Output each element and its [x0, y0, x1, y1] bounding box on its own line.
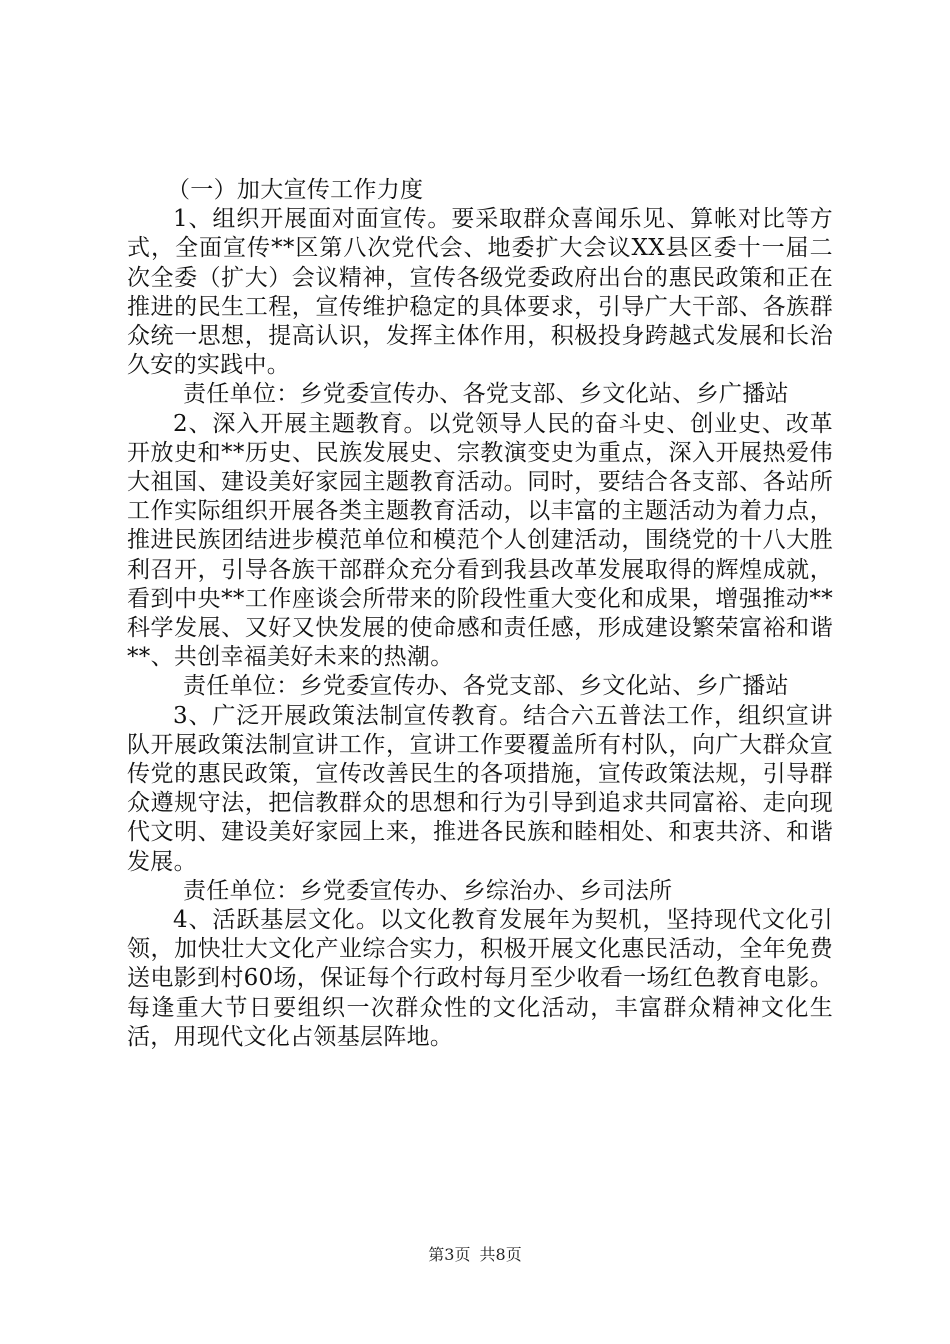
- page-total: 共8页: [479, 1245, 522, 1264]
- page-footer: [0, 1242, 950, 1265]
- responsible-units-1: 责任单位：乡党委宣传办、各党支部、乡文化站、乡广播站: [183, 381, 789, 408]
- paragraph-1: 1、组织开展面对面宣传。要采取群众喜闻乐见、算帐对比等方式，全面宣传**区第八次党代会、地委扩大会议XX县区委十一届二次全委（扩大）会议精神，宣传各级党委政府出台的惠民政策和正在推进的民生工程，宣传维护稳定的具体要求，引导广大干部、各族群众统一思想，提高认识，发挥主体作用，积极投身跨越式发展和长治久安的实践中。: [127, 206, 833, 379]
- paragraph-4: 4、活跃基层文化。以文化教育发展年为契机，坚持现代文化引领，加快壮大文化产业综合实力，积极开展文化惠民活动，全年免费送电影到村60场，保证每个行政村每月至少收看一场红色教育电影。每逢重大节日要组织一次群众性的文化活动，丰富群众精神文化生活，用现代文化占领基层阵地。: [127, 907, 833, 1050]
- responsible-units-2: 责任单位：乡党委宣传办、各党支部、乡文化站、乡广播站: [183, 673, 789, 700]
- paragraph-3: 3、广泛开展政策法制宣传教育。结合六五普法工作，组织宣讲队开展政策法制宣讲工作，宣讲工作要覆盖所有村队，向广大群众宣传党的惠民政策，宣传改善民生的各项措施，宣传政策法规，引导群众遵规守法，把信教群众的思想和行为引导到追求共同富裕、走向现代文明、建设美好家园上来，推进各民族和睦相处、和衷共济、和谐发展。: [127, 702, 833, 875]
- section-title: （一）加大宣传工作力度: [167, 177, 424, 203]
- document-body: [127, 176, 833, 1052]
- responsible-units-3: 责任单位：乡党委宣传办、乡综治办、乡司法所: [183, 877, 673, 904]
- page-number: 第3页: [428, 1245, 471, 1264]
- paragraph-2: 2、深入开展主题教育。以党领导人民的奋斗史、创业史、改革开放史和**历史、民族发展史、宗教演变史为重点，深入开展热爱伟大祖国、建设美好家园主题教育活动。同时，要结合各支部、各站所工作实际组织开展各类主题教育活动，以丰富的主题活动为着力点，推进民族团结进步模范单位和模范个人创建活动，围绕党的十八大胜利召开，引导各族干部群众充分看到我县改革发展取得的辉煌成就，看到中央**工作座谈会所带来的阶段性重大变化和成果，增强推动**科学发展、又好又快发展的使命感和责任感，形成建设繁荣富裕和谐**、共创幸福美好未来的热潮。: [127, 410, 833, 671]
